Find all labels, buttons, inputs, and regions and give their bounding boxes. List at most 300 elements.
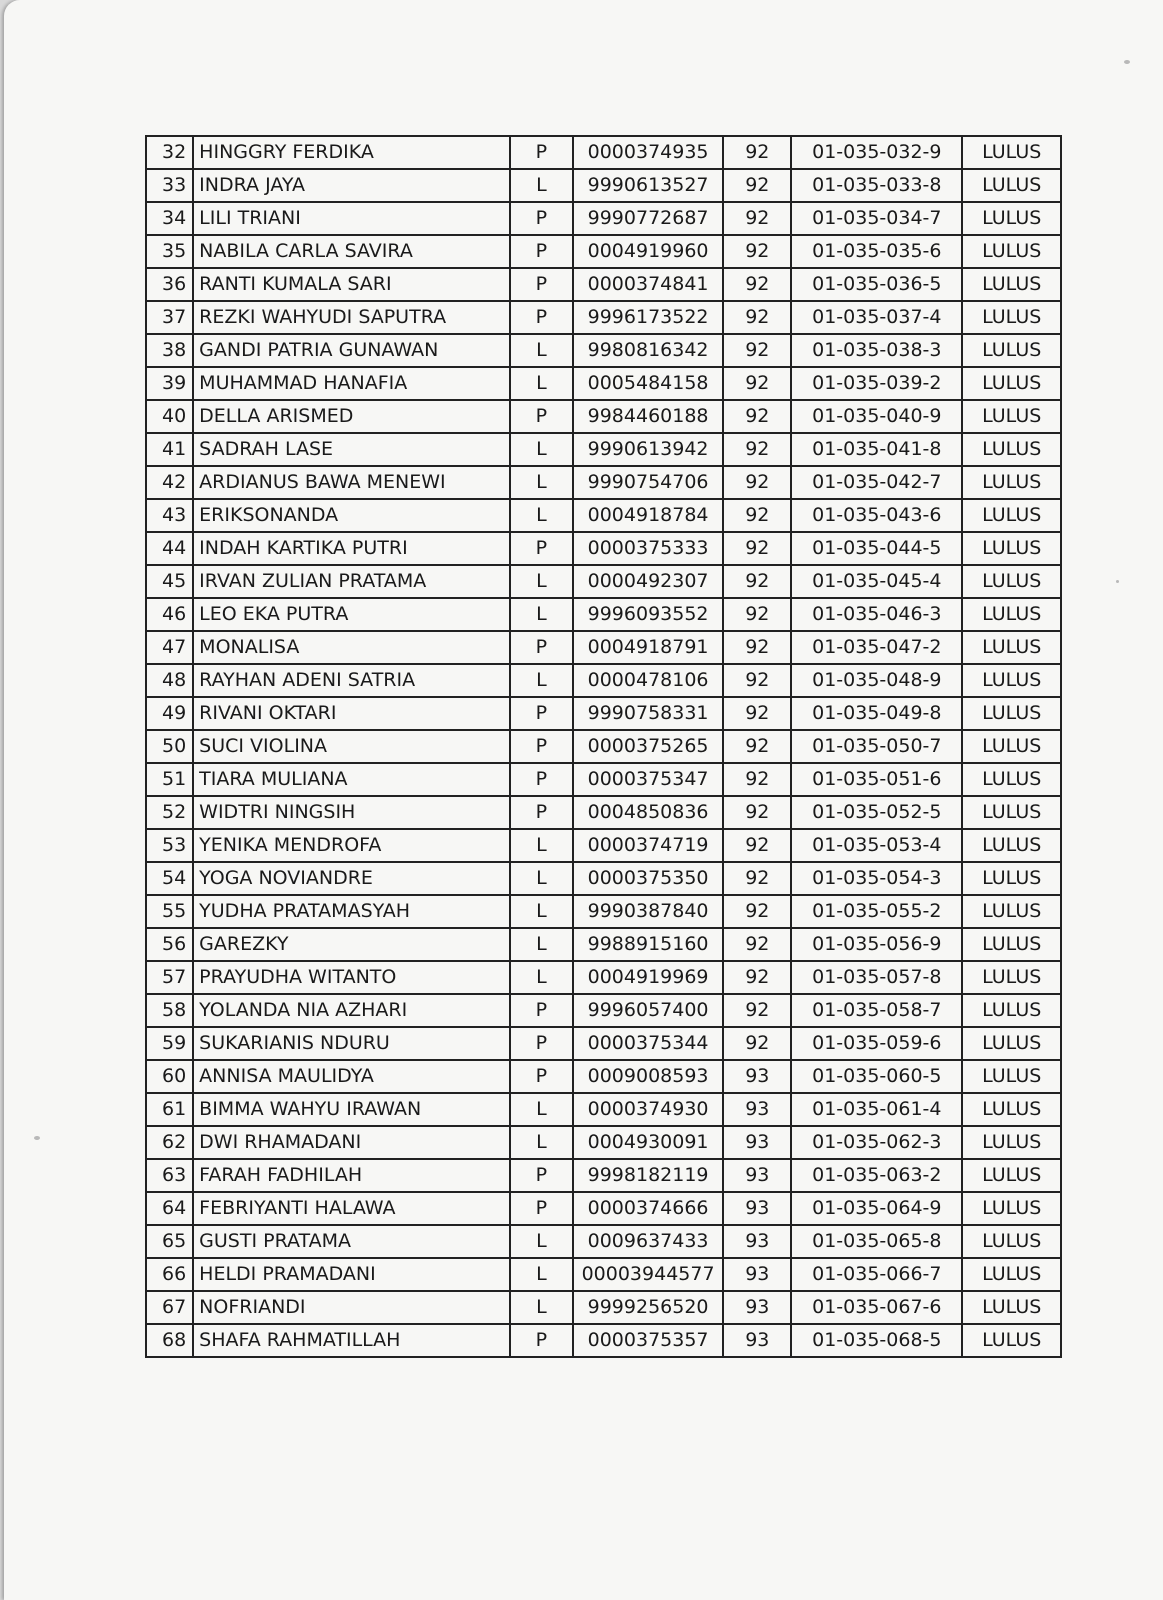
exam-number-cell: 01-035-065-8	[791, 1225, 962, 1258]
scan-speck	[34, 1136, 40, 1140]
student-name: YOGA NOVIANDRE	[193, 862, 510, 895]
status-cell: LULUS	[962, 1159, 1061, 1192]
exam-number-cell: 01-035-043-6	[791, 499, 962, 532]
status-cell: LULUS	[962, 598, 1061, 631]
gender-cell: L	[510, 829, 573, 862]
table-body	[146, 136, 1061, 1357]
nisn-cell: 0000478106	[573, 664, 724, 697]
row-number: 50	[146, 730, 193, 763]
exam-number-cell: 01-035-037-4	[791, 301, 962, 334]
table-row	[146, 862, 1061, 895]
student-name: RAYHAN ADENI SATRIA	[193, 664, 510, 697]
student-name: BIMMA WAHYU IRAWAN	[193, 1093, 510, 1126]
row-number: 41	[146, 433, 193, 466]
score-cell: 93	[723, 1324, 791, 1357]
exam-number-cell: 01-035-063-2	[791, 1159, 962, 1192]
row-number: 52	[146, 796, 193, 829]
gender-cell: P	[510, 532, 573, 565]
score-cell: 92	[723, 301, 791, 334]
score-cell: 93	[723, 1093, 791, 1126]
student-name: SHAFA RAHMATILLAH	[193, 1324, 510, 1357]
table-row	[146, 532, 1061, 565]
status-cell: LULUS	[962, 829, 1061, 862]
score-cell: 92	[723, 334, 791, 367]
exam-number-cell: 01-035-067-6	[791, 1291, 962, 1324]
student-name: SUCI VIOLINA	[193, 730, 510, 763]
gender-cell: L	[510, 499, 573, 532]
score-cell: 93	[723, 1192, 791, 1225]
table-row	[146, 994, 1061, 1027]
row-number: 37	[146, 301, 193, 334]
row-number: 34	[146, 202, 193, 235]
score-cell: 92	[723, 532, 791, 565]
status-cell: LULUS	[962, 1027, 1061, 1060]
score-cell: 93	[723, 1060, 791, 1093]
row-number: 40	[146, 400, 193, 433]
score-cell: 92	[723, 598, 791, 631]
table-row	[146, 1093, 1061, 1126]
exam-number-cell: 01-035-041-8	[791, 433, 962, 466]
table-row	[146, 169, 1061, 202]
gender-cell: P	[510, 235, 573, 268]
exam-number-cell: 01-035-032-9	[791, 136, 962, 169]
status-cell: LULUS	[962, 235, 1061, 268]
student-name: NABILA CARLA SAVIRA	[193, 235, 510, 268]
student-name: ANNISA MAULIDYA	[193, 1060, 510, 1093]
gender-cell: L	[510, 895, 573, 928]
status-cell: LULUS	[962, 499, 1061, 532]
table-row	[146, 235, 1061, 268]
student-name: IRVAN ZULIAN PRATAMA	[193, 565, 510, 598]
row-number: 67	[146, 1291, 193, 1324]
student-name: SADRAH LASE	[193, 433, 510, 466]
nisn-cell: 0009008593	[573, 1060, 724, 1093]
student-name: TIARA MULIANA	[193, 763, 510, 796]
score-cell: 92	[723, 169, 791, 202]
row-number: 57	[146, 961, 193, 994]
score-cell: 92	[723, 994, 791, 1027]
nisn-cell: 0000374719	[573, 829, 724, 862]
gender-cell: P	[510, 730, 573, 763]
score-cell: 92	[723, 895, 791, 928]
gender-cell: P	[510, 994, 573, 1027]
exam-number-cell: 01-035-049-8	[791, 697, 962, 730]
nisn-cell: 0000375333	[573, 532, 724, 565]
table-row	[146, 400, 1061, 433]
exam-number-cell: 01-035-035-6	[791, 235, 962, 268]
student-name: PRAYUDHA WITANTO	[193, 961, 510, 994]
gender-cell: L	[510, 664, 573, 697]
row-number: 61	[146, 1093, 193, 1126]
exam-number-cell: 01-035-062-3	[791, 1126, 962, 1159]
table-row	[146, 763, 1061, 796]
score-cell: 92	[723, 631, 791, 664]
status-cell: LULUS	[962, 1192, 1061, 1225]
row-number: 53	[146, 829, 193, 862]
row-number: 64	[146, 1192, 193, 1225]
nisn-cell: 0005484158	[573, 367, 724, 400]
student-name: RANTI KUMALA SARI	[193, 268, 510, 301]
row-number: 58	[146, 994, 193, 1027]
nisn-cell: 0000492307	[573, 565, 724, 598]
nisn-cell: 00003944577	[573, 1258, 724, 1291]
status-cell: LULUS	[962, 334, 1061, 367]
exam-number-cell: 01-035-034-7	[791, 202, 962, 235]
nisn-cell: 0000374841	[573, 268, 724, 301]
status-cell: LULUS	[962, 697, 1061, 730]
score-cell: 92	[723, 565, 791, 598]
status-cell: LULUS	[962, 763, 1061, 796]
nisn-cell: 0000374935	[573, 136, 724, 169]
gender-cell: P	[510, 400, 573, 433]
table-row	[146, 928, 1061, 961]
status-cell: LULUS	[962, 1225, 1061, 1258]
exam-number-cell: 01-035-056-9	[791, 928, 962, 961]
table-row	[146, 1225, 1061, 1258]
gender-cell: P	[510, 1060, 573, 1093]
exam-number-cell: 01-035-061-4	[791, 1093, 962, 1126]
status-cell: LULUS	[962, 862, 1061, 895]
nisn-cell: 9980816342	[573, 334, 724, 367]
gender-cell: L	[510, 565, 573, 598]
status-cell: LULUS	[962, 466, 1061, 499]
status-cell: LULUS	[962, 367, 1061, 400]
table-row	[146, 664, 1061, 697]
exam-number-cell: 01-035-053-4	[791, 829, 962, 862]
gender-cell: P	[510, 1159, 573, 1192]
nisn-cell: 9996093552	[573, 598, 724, 631]
status-cell: LULUS	[962, 400, 1061, 433]
student-name: ERIKSONANDA	[193, 499, 510, 532]
nisn-cell: 0000375347	[573, 763, 724, 796]
student-name: YOLANDA NIA AZHARI	[193, 994, 510, 1027]
nisn-cell: 0004930091	[573, 1126, 724, 1159]
score-cell: 93	[723, 1225, 791, 1258]
exam-number-cell: 01-035-059-6	[791, 1027, 962, 1060]
gender-cell: P	[510, 1324, 573, 1357]
scanned-page	[4, 0, 1163, 1600]
gender-cell: L	[510, 862, 573, 895]
table-row	[146, 895, 1061, 928]
row-number: 32	[146, 136, 193, 169]
exam-number-cell: 01-035-045-4	[791, 565, 962, 598]
nisn-cell: 0009637433	[573, 1225, 724, 1258]
student-name: ARDIANUS BAWA MENEWI	[193, 466, 510, 499]
gender-cell: P	[510, 1192, 573, 1225]
row-number: 62	[146, 1126, 193, 1159]
student-name: DELLA ARISMED	[193, 400, 510, 433]
status-cell: LULUS	[962, 961, 1061, 994]
table-row	[146, 1126, 1061, 1159]
score-cell: 92	[723, 400, 791, 433]
nisn-cell: 9984460188	[573, 400, 724, 433]
score-cell: 92	[723, 268, 791, 301]
nisn-cell: 9990758331	[573, 697, 724, 730]
student-name: MONALISA	[193, 631, 510, 664]
score-cell: 92	[723, 433, 791, 466]
gender-cell: P	[510, 301, 573, 334]
status-cell: LULUS	[962, 169, 1061, 202]
exam-number-cell: 01-035-040-9	[791, 400, 962, 433]
gender-cell: L	[510, 367, 573, 400]
gender-cell: L	[510, 334, 573, 367]
row-number: 66	[146, 1258, 193, 1291]
table-row	[146, 268, 1061, 301]
nisn-cell: 0004850836	[573, 796, 724, 829]
score-cell: 92	[723, 730, 791, 763]
gender-cell: P	[510, 268, 573, 301]
row-number: 51	[146, 763, 193, 796]
nisn-cell: 0000375350	[573, 862, 724, 895]
score-cell: 93	[723, 1126, 791, 1159]
row-number: 65	[146, 1225, 193, 1258]
table-row	[146, 1060, 1061, 1093]
exam-number-cell: 01-035-050-7	[791, 730, 962, 763]
row-number: 60	[146, 1060, 193, 1093]
exam-number-cell: 01-035-058-7	[791, 994, 962, 1027]
exam-number-cell: 01-035-042-7	[791, 466, 962, 499]
student-name: YUDHA PRATAMASYAH	[193, 895, 510, 928]
exam-number-cell: 01-035-047-2	[791, 631, 962, 664]
exam-number-cell: 01-035-057-8	[791, 961, 962, 994]
exam-number-cell: 01-035-036-5	[791, 268, 962, 301]
student-name: REZKI WAHYUDI SAPUTRA	[193, 301, 510, 334]
status-cell: LULUS	[962, 895, 1061, 928]
exam-number-cell: 01-035-052-5	[791, 796, 962, 829]
gender-cell: L	[510, 961, 573, 994]
nisn-cell: 9990387840	[573, 895, 724, 928]
nisn-cell: 9996057400	[573, 994, 724, 1027]
nisn-cell: 9990613942	[573, 433, 724, 466]
nisn-cell: 0000375265	[573, 730, 724, 763]
status-cell: LULUS	[962, 928, 1061, 961]
student-name: DWI RHAMADANI	[193, 1126, 510, 1159]
status-cell: LULUS	[962, 1258, 1061, 1291]
row-number: 35	[146, 235, 193, 268]
table-row	[146, 697, 1061, 730]
score-cell: 92	[723, 367, 791, 400]
table-row	[146, 730, 1061, 763]
table-row	[146, 334, 1061, 367]
table-row	[146, 499, 1061, 532]
score-cell: 93	[723, 1258, 791, 1291]
table-row	[146, 367, 1061, 400]
table-row	[146, 301, 1061, 334]
nisn-cell: 9990613527	[573, 169, 724, 202]
score-cell: 92	[723, 202, 791, 235]
exam-number-cell: 01-035-054-3	[791, 862, 962, 895]
table-row	[146, 433, 1061, 466]
row-number: 38	[146, 334, 193, 367]
row-number: 68	[146, 1324, 193, 1357]
nisn-cell: 9990754706	[573, 466, 724, 499]
score-cell: 92	[723, 664, 791, 697]
nisn-cell: 0004919969	[573, 961, 724, 994]
exam-number-cell: 01-035-046-3	[791, 598, 962, 631]
student-name: SUKARIANIS NDURU	[193, 1027, 510, 1060]
row-number: 43	[146, 499, 193, 532]
nisn-cell: 0004919960	[573, 235, 724, 268]
student-name: GUSTI PRATAMA	[193, 1225, 510, 1258]
exam-number-cell: 01-035-064-9	[791, 1192, 962, 1225]
gender-cell: L	[510, 1225, 573, 1258]
status-cell: LULUS	[962, 796, 1061, 829]
gender-cell: P	[510, 796, 573, 829]
row-number: 59	[146, 1027, 193, 1060]
exam-number-cell: 01-035-066-7	[791, 1258, 962, 1291]
nisn-cell: 0004918784	[573, 499, 724, 532]
exam-number-cell: 01-035-033-8	[791, 169, 962, 202]
row-number: 48	[146, 664, 193, 697]
score-cell: 92	[723, 1027, 791, 1060]
table-row	[146, 1192, 1061, 1225]
status-cell: LULUS	[962, 1324, 1061, 1357]
score-cell: 92	[723, 697, 791, 730]
score-cell: 92	[723, 763, 791, 796]
score-cell: 92	[723, 499, 791, 532]
student-name: FARAH FADHILAH	[193, 1159, 510, 1192]
table-row	[146, 961, 1061, 994]
row-number: 45	[146, 565, 193, 598]
student-name: LEO EKA PUTRA	[193, 598, 510, 631]
status-cell: LULUS	[962, 532, 1061, 565]
status-cell: LULUS	[962, 730, 1061, 763]
status-cell: LULUS	[962, 664, 1061, 697]
gender-cell: L	[510, 928, 573, 961]
gender-cell: P	[510, 697, 573, 730]
score-cell: 92	[723, 862, 791, 895]
student-name: WIDTRI NINGSIH	[193, 796, 510, 829]
score-cell: 92	[723, 829, 791, 862]
nisn-cell: 0000375344	[573, 1027, 724, 1060]
exam-number-cell: 01-035-060-5	[791, 1060, 962, 1093]
status-cell: LULUS	[962, 631, 1061, 664]
status-cell: LULUS	[962, 565, 1061, 598]
row-number: 47	[146, 631, 193, 664]
exam-number-cell: 01-035-044-5	[791, 532, 962, 565]
exam-number-cell: 01-035-038-3	[791, 334, 962, 367]
status-cell: LULUS	[962, 136, 1061, 169]
table-row	[146, 1159, 1061, 1192]
row-number: 36	[146, 268, 193, 301]
table-row	[146, 1324, 1061, 1357]
gender-cell: L	[510, 1093, 573, 1126]
table-row	[146, 829, 1061, 862]
score-cell: 92	[723, 466, 791, 499]
nisn-cell: 0000375357	[573, 1324, 724, 1357]
status-cell: LULUS	[962, 301, 1061, 334]
nisn-cell: 0000374930	[573, 1093, 724, 1126]
exam-number-cell: 01-035-048-9	[791, 664, 962, 697]
row-number: 63	[146, 1159, 193, 1192]
nisn-cell: 9996173522	[573, 301, 724, 334]
student-name: FEBRIYANTI HALAWA	[193, 1192, 510, 1225]
status-cell: LULUS	[962, 202, 1061, 235]
table-row	[146, 565, 1061, 598]
gender-cell: L	[510, 466, 573, 499]
nisn-cell: 0004918791	[573, 631, 724, 664]
status-cell: LULUS	[962, 1060, 1061, 1093]
student-name: INDAH KARTIKA PUTRI	[193, 532, 510, 565]
score-cell: 93	[723, 1159, 791, 1192]
score-cell: 92	[723, 796, 791, 829]
score-cell: 92	[723, 928, 791, 961]
nisn-cell: 9998182119	[573, 1159, 724, 1192]
nisn-cell: 9988915160	[573, 928, 724, 961]
row-number: 33	[146, 169, 193, 202]
scan-speck	[1116, 580, 1119, 583]
exam-number-cell: 01-035-051-6	[791, 763, 962, 796]
row-number: 44	[146, 532, 193, 565]
exam-number-cell: 01-035-068-5	[791, 1324, 962, 1357]
gender-cell: L	[510, 433, 573, 466]
row-number: 46	[146, 598, 193, 631]
student-name: MUHAMMAD HANAFIA	[193, 367, 510, 400]
gender-cell: P	[510, 1027, 573, 1060]
table-row	[146, 466, 1061, 499]
table-row	[146, 1027, 1061, 1060]
table-row	[146, 1258, 1061, 1291]
table-row	[146, 796, 1061, 829]
student-name: NOFRIANDI	[193, 1291, 510, 1324]
gender-cell: P	[510, 136, 573, 169]
score-cell: 92	[723, 136, 791, 169]
table-row	[146, 631, 1061, 664]
row-number: 56	[146, 928, 193, 961]
status-cell: LULUS	[962, 1093, 1061, 1126]
gender-cell: L	[510, 1126, 573, 1159]
student-name: HINGGRY FERDIKA	[193, 136, 510, 169]
row-number: 49	[146, 697, 193, 730]
gender-cell: L	[510, 169, 573, 202]
score-cell: 92	[723, 235, 791, 268]
score-cell: 93	[723, 1291, 791, 1324]
table-row	[146, 598, 1061, 631]
table-row	[146, 136, 1061, 169]
table-row	[146, 202, 1061, 235]
nisn-cell: 9990772687	[573, 202, 724, 235]
score-cell: 92	[723, 961, 791, 994]
nisn-cell: 9999256520	[573, 1291, 724, 1324]
exam-number-cell: 01-035-055-2	[791, 895, 962, 928]
student-name: YENIKA MENDROFA	[193, 829, 510, 862]
status-cell: LULUS	[962, 268, 1061, 301]
row-number: 39	[146, 367, 193, 400]
student-name: INDRA JAYA	[193, 169, 510, 202]
student-name: GAREZKY	[193, 928, 510, 961]
gender-cell: L	[510, 1291, 573, 1324]
exam-number-cell: 01-035-039-2	[791, 367, 962, 400]
status-cell: LULUS	[962, 994, 1061, 1027]
row-number: 54	[146, 862, 193, 895]
status-cell: LULUS	[962, 1291, 1061, 1324]
row-number: 42	[146, 466, 193, 499]
status-cell: LULUS	[962, 1126, 1061, 1159]
student-name: LILI TRIANI	[193, 202, 510, 235]
scan-speck	[1124, 60, 1130, 64]
gender-cell: P	[510, 202, 573, 235]
graduation-results-table	[145, 135, 1062, 1358]
status-cell: LULUS	[962, 433, 1061, 466]
nisn-cell: 0000374666	[573, 1192, 724, 1225]
student-name: GANDI PATRIA GUNAWAN	[193, 334, 510, 367]
table-row	[146, 1291, 1061, 1324]
student-name: RIVANI OKTARI	[193, 697, 510, 730]
student-name: HELDI PRAMADANI	[193, 1258, 510, 1291]
gender-cell: L	[510, 598, 573, 631]
gender-cell: P	[510, 763, 573, 796]
gender-cell: P	[510, 631, 573, 664]
